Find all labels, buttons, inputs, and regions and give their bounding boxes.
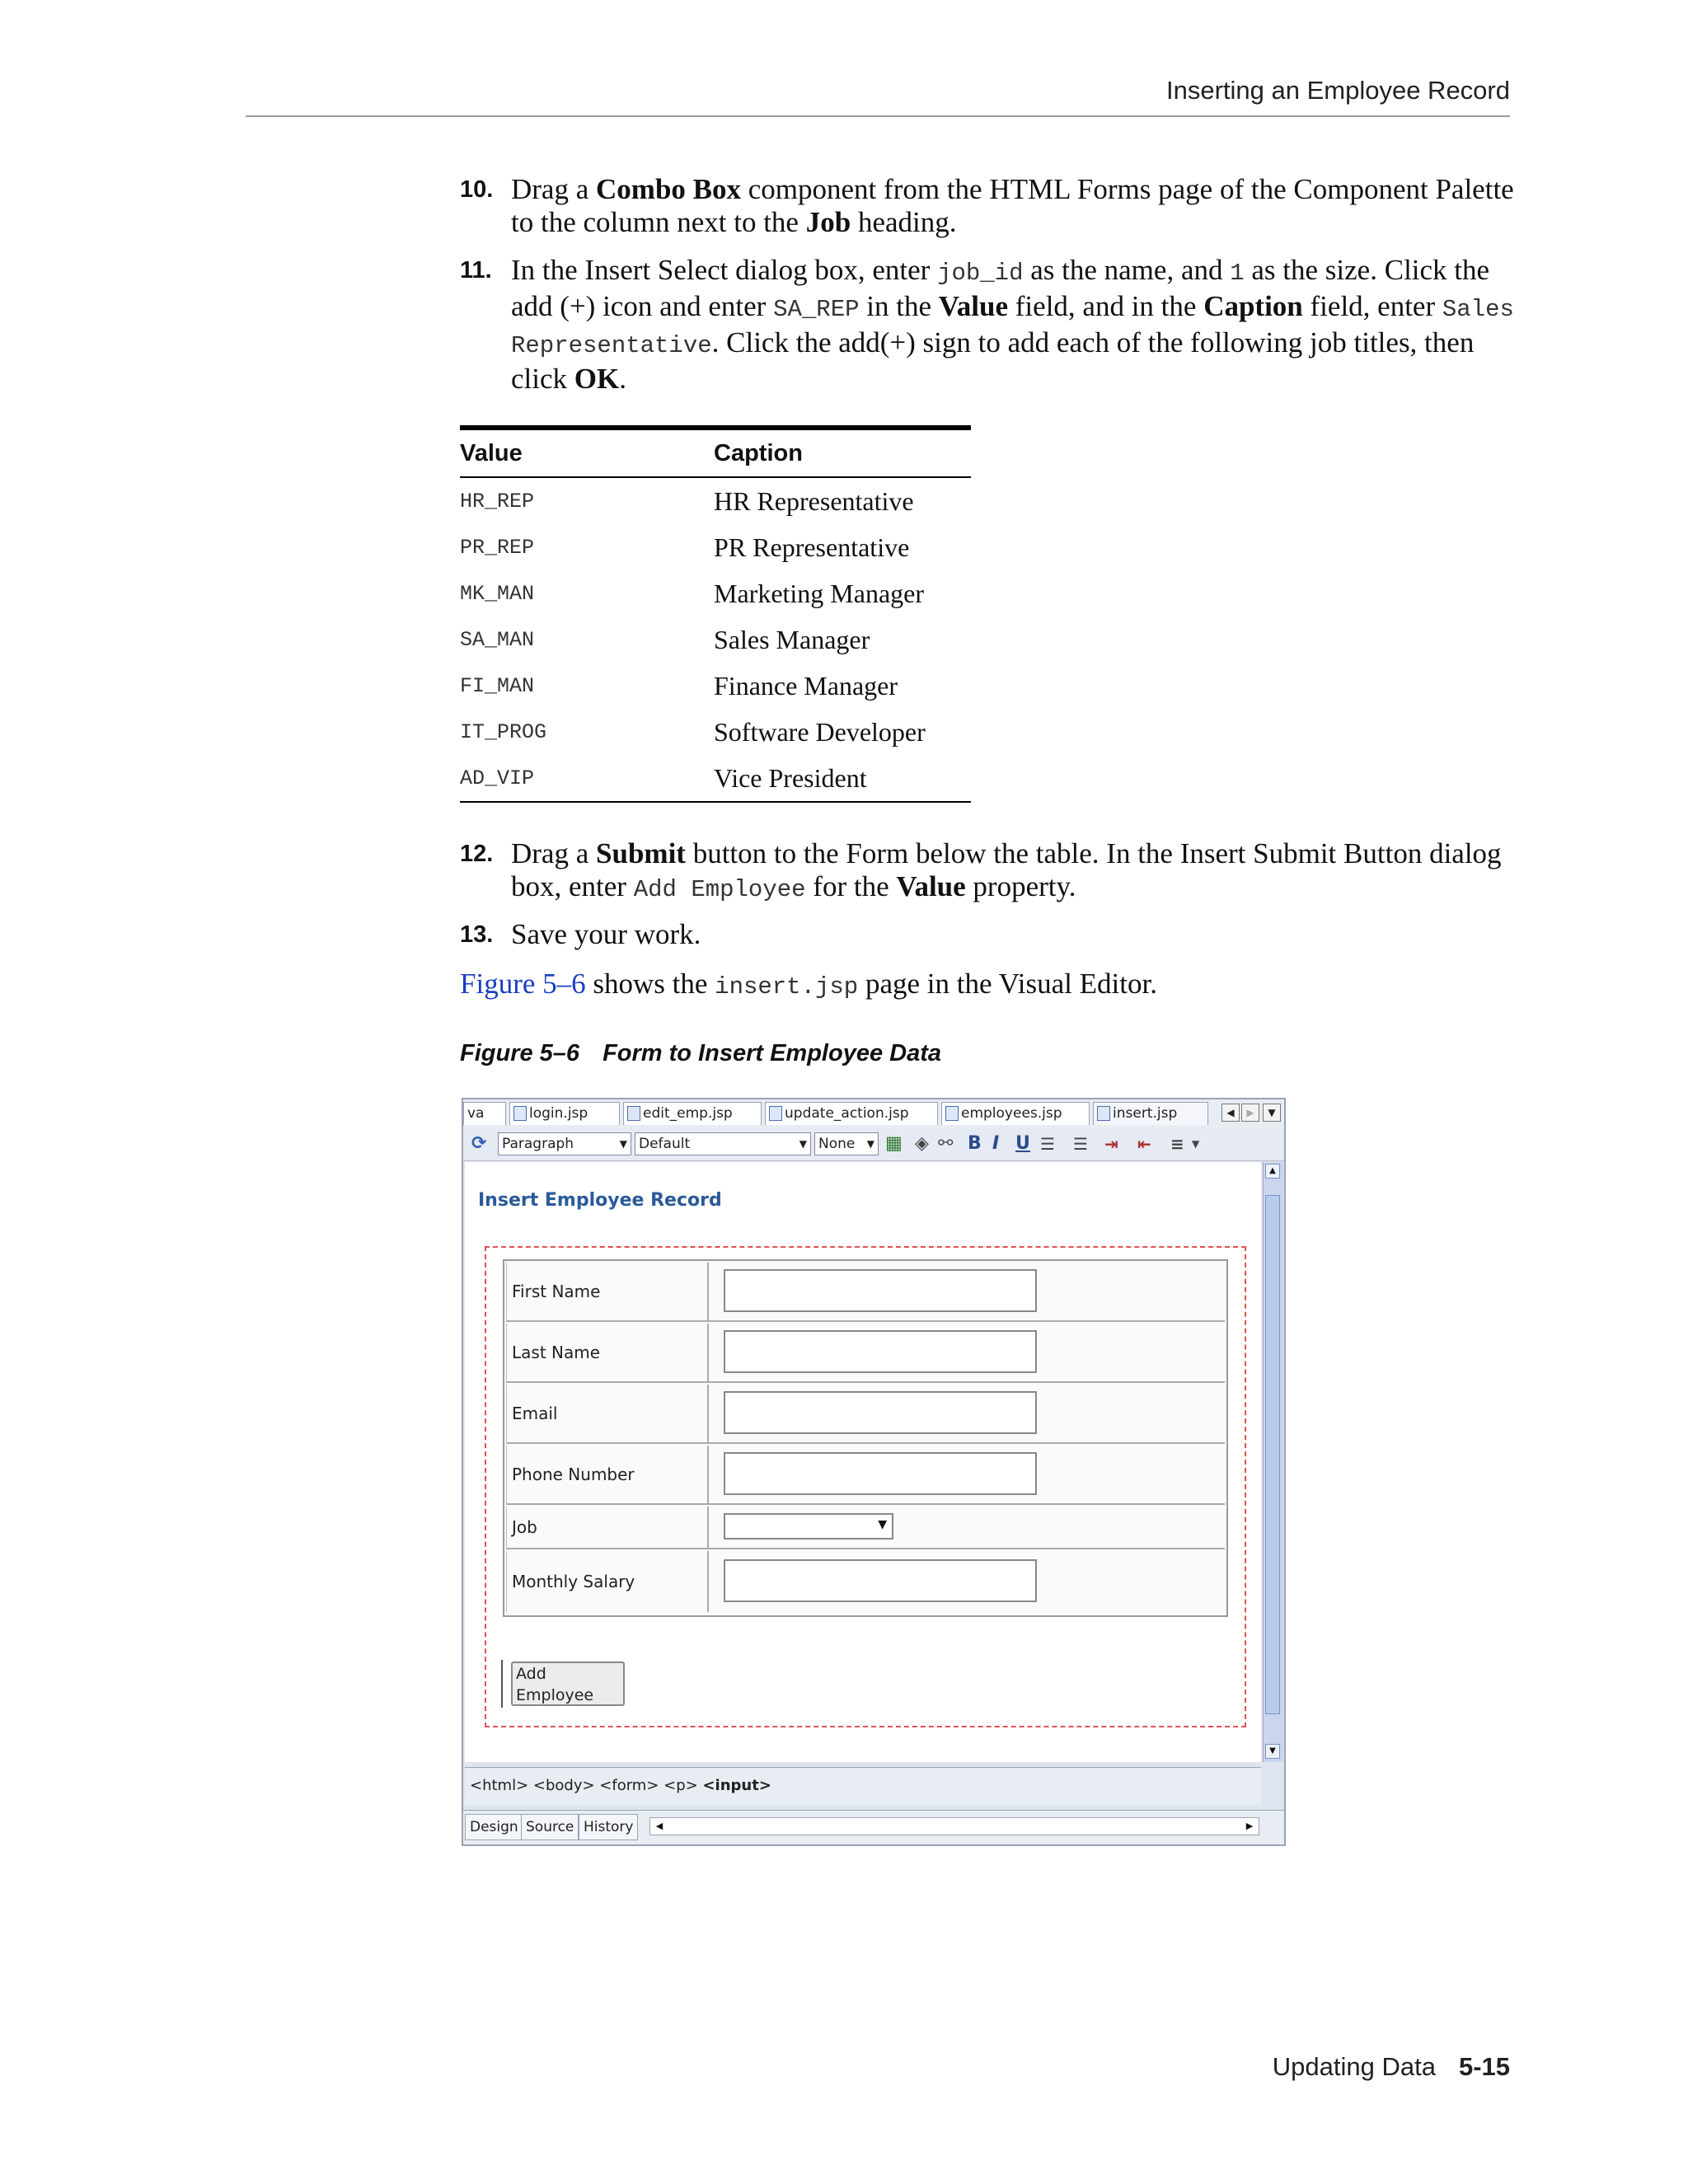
visual-editor-screenshot	[462, 1098, 1286, 1846]
jsp-file-icon	[769, 1106, 782, 1121]
tab-update-action-jsp[interactable]: update_action.jsp	[765, 1102, 938, 1125]
formatting-toolbar	[463, 1127, 1284, 1161]
tab-va[interactable]: va	[463, 1102, 506, 1125]
tag-path-bar	[465, 1767, 1261, 1805]
jsp-file-icon	[627, 1106, 640, 1121]
jsp-file-icon	[1097, 1106, 1110, 1121]
tab-employees-jsp[interactable]: employees.jsp	[941, 1102, 1090, 1125]
numbered-list-icon[interactable]: ☰	[1040, 1134, 1055, 1154]
table-row: HR_REP HR Representative	[460, 485, 914, 516]
scroll-tabs-right-icon[interactable]: ▶	[1241, 1104, 1259, 1122]
outdent-icon[interactable]: ⇤	[1137, 1134, 1151, 1154]
chevron-down-icon: ▼	[799, 1138, 807, 1150]
chevron-down-icon[interactable]: ▼	[1192, 1138, 1200, 1150]
footer-chapter: Updating Data	[1272, 2052, 1436, 2081]
table-row: AD_VIP Vice President	[460, 755, 971, 802]
chevron-down-icon: ▼	[619, 1138, 627, 1150]
first-name-input[interactable]	[724, 1269, 1037, 1312]
design-canvas[interactable]	[465, 1162, 1261, 1762]
form-boundary	[485, 1246, 1246, 1727]
font-size-select[interactable]: None ▼	[814, 1132, 879, 1155]
form-row-last-name	[506, 1324, 1225, 1383]
figure-link[interactable]: Figure 5–6	[460, 968, 586, 1000]
figure-title: Form to Insert Employee Data	[603, 1040, 941, 1066]
tab-list-dropdown-icon[interactable]: ▼	[1263, 1104, 1281, 1122]
form-row-monthly-salary	[506, 1551, 1225, 1612]
table-row: FI_MAN Finance Manager	[460, 670, 898, 701]
field-label: Monthly Salary	[506, 1551, 709, 1612]
align-icon[interactable]: ≡	[1170, 1134, 1184, 1154]
step-12: 12. Drag a Submit button to the Form below the table. In the Insert Submit Button dialog box, enter Add Employee for the Value property.	[460, 837, 1502, 903]
underline-icon[interactable]: U	[1015, 1133, 1030, 1154]
add-employee-button[interactable]: Add Employee	[511, 1661, 625, 1706]
running-head-title: Inserting an Employee Record	[1165, 76, 1510, 105]
step-number: 13.	[460, 921, 494, 948]
refresh-icon[interactable]: ⟳	[471, 1133, 487, 1154]
link-icon[interactable]: ⚯	[938, 1133, 954, 1154]
font-select[interactable]: Default ▼	[635, 1132, 811, 1155]
page-title: Insert Employee Record	[478, 1190, 722, 1211]
step-number: 12.	[460, 841, 494, 867]
tab-edit-emp-jsp[interactable]: edit_emp.jsp	[623, 1102, 762, 1125]
scroll-down-icon[interactable]: ▼	[1265, 1744, 1280, 1759]
bullet-list-icon[interactable]: ☰	[1073, 1134, 1088, 1154]
text-color-icon[interactable]: ▦	[885, 1133, 903, 1154]
footer-page-number: 5-15	[1458, 2052, 1510, 2081]
vertical-scrollbar[interactable]	[1263, 1162, 1283, 1762]
chevron-down-icon: ▼	[878, 1518, 887, 1531]
jsp-file-icon	[945, 1106, 959, 1121]
running-head	[246, 73, 1510, 117]
tag-path-prefix[interactable]: <html> <body> <form> <p>	[470, 1777, 703, 1794]
highlight-color-icon[interactable]: ◈	[915, 1133, 929, 1154]
jsp-file-icon	[513, 1106, 527, 1121]
form-row-job	[506, 1507, 1225, 1549]
form-table	[503, 1259, 1228, 1617]
scroll-left-icon[interactable]: ◀	[655, 1821, 663, 1831]
table-row: SA_MAN Sales Manager	[460, 624, 870, 654]
scroll-up-icon[interactable]: ▲	[1265, 1164, 1280, 1179]
phone-number-input[interactable]	[724, 1452, 1037, 1495]
tab-insert-jsp[interactable]: insert.jsp	[1093, 1102, 1208, 1125]
tab-login-jsp[interactable]: login.jsp	[509, 1102, 620, 1125]
paragraph-style-select[interactable]: Paragraph ▼	[498, 1132, 631, 1155]
italic-icon[interactable]: I	[992, 1133, 1000, 1154]
scroll-tabs-left-icon[interactable]: ◀	[1221, 1104, 1240, 1122]
field-label: First Name	[506, 1263, 709, 1320]
value-caption-table	[460, 425, 971, 803]
last-name-input[interactable]	[724, 1330, 1037, 1373]
email-input[interactable]	[724, 1391, 1037, 1434]
text-caret	[501, 1660, 503, 1708]
scroll-thumb[interactable]	[1265, 1195, 1280, 1714]
horizontal-scrollbar[interactable]	[649, 1817, 1259, 1835]
figure-label: Figure 5–6	[460, 1040, 580, 1066]
step-10: 10. Drag a Combo Box component from the HTML Forms page of the Component Palette to the column next to the Job heading.	[460, 173, 1514, 238]
table-row: PR_REP PR Representative	[460, 532, 910, 562]
step-number: 11.	[460, 257, 492, 284]
figure-reference-paragraph: Figure 5–6 shows the insert.jsp page in the Visual Editor.	[460, 968, 1157, 1001]
scroll-right-icon[interactable]: ▶	[1245, 1821, 1254, 1831]
field-label: Email	[506, 1385, 709, 1442]
page-footer	[1273, 2052, 1510, 2082]
form-row-phone-number	[506, 1446, 1225, 1505]
step-number: 10.	[460, 176, 494, 203]
table-row: IT_PROG Software Developer	[460, 716, 926, 747]
editor-tab-bar	[463, 1099, 1284, 1128]
step-13: 13. Save your work.	[460, 918, 701, 950]
tag-path-current[interactable]: <input>	[702, 1777, 771, 1794]
figure-caption	[460, 1040, 941, 1067]
chevron-down-icon: ▼	[866, 1138, 874, 1150]
bold-icon[interactable]: B	[968, 1133, 982, 1154]
form-row-email	[506, 1385, 1225, 1444]
editor-view-tabs	[463, 1810, 1284, 1845]
tab-design[interactable]: Design	[465, 1814, 523, 1840]
column-header-caption: Caption	[714, 428, 971, 477]
field-label: Last Name	[506, 1324, 709, 1381]
monthly-salary-input[interactable]	[724, 1559, 1037, 1602]
field-label: Phone Number	[506, 1446, 709, 1503]
table-row: MK_MAN Marketing Manager	[460, 578, 925, 608]
indent-icon[interactable]: ⇥	[1104, 1134, 1118, 1154]
form-row-first-name	[506, 1263, 1225, 1322]
step-11: 11. In the Insert Select dialog box, enter job_id as the name, and 1 as the size. Click the add (+) icon and enter SA_REP in the Value field, and in the Caption field, enter Sales Representative. Click the add(+) sign to add each of the following job titles, then click OK.	[460, 254, 1514, 395]
tab-history[interactable]: History	[579, 1814, 638, 1840]
job-select[interactable]	[724, 1513, 893, 1540]
tab-source[interactable]: Source	[521, 1814, 579, 1840]
field-label: Job	[506, 1507, 709, 1548]
column-header-value: Value	[460, 428, 714, 477]
